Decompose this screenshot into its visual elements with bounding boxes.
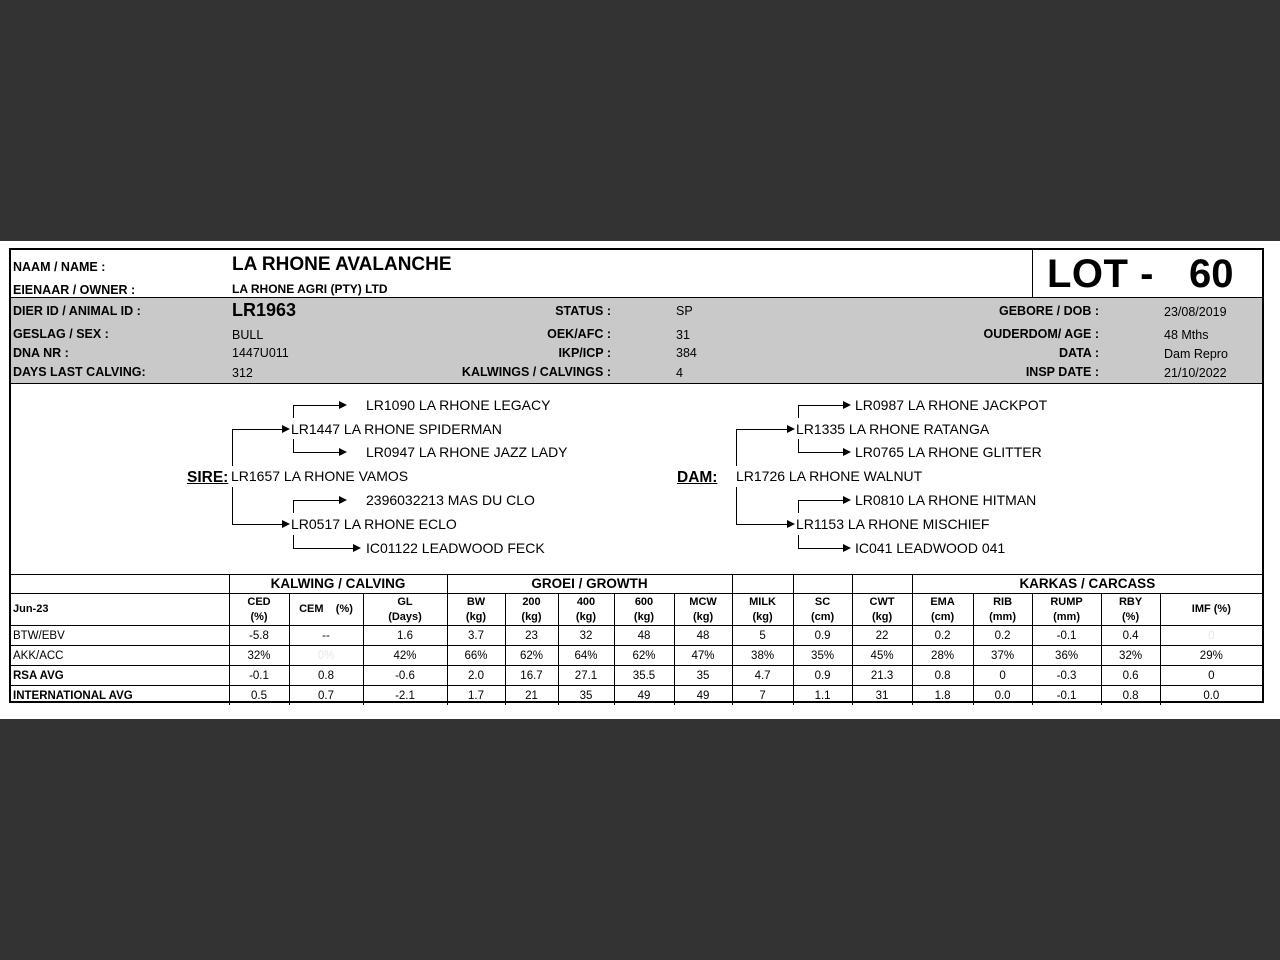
animal-id-label: DIER ID / ANIMAL ID : xyxy=(13,304,141,318)
row-label: RSA AVG xyxy=(11,666,229,686)
dob-label: GEBORE / DOB : xyxy=(998,304,1099,318)
owner-label: EIENAAR / OWNER : xyxy=(13,283,136,297)
ds-connector-up-h xyxy=(798,405,844,406)
ds-connector-down-h xyxy=(798,452,844,453)
lot-card xyxy=(9,248,1264,703)
sire-dam-dam: IC01122 LEADWOOD FECK xyxy=(366,540,545,556)
col-label: RIB xyxy=(993,595,1013,608)
group-empty xyxy=(11,575,229,594)
arrow-icon xyxy=(339,496,347,504)
table-cell: 32% xyxy=(229,646,289,666)
sire-dam: LR0517 LA RHONE ECLO xyxy=(291,516,457,532)
table-cell: 0.6 xyxy=(1101,666,1160,686)
dam-connector-down xyxy=(736,487,737,524)
col-label: CEM (%) xyxy=(299,603,353,615)
table-cell: -0.3 xyxy=(1032,666,1101,686)
table-cell: 0.7 xyxy=(289,686,363,706)
col-label: MCW xyxy=(689,595,717,608)
arrow-icon xyxy=(843,496,851,504)
table-cell: 0.2 xyxy=(912,626,973,646)
dam: LR1726 LA RHONE WALNUT xyxy=(736,468,923,484)
table-cell: 0.9 xyxy=(793,626,852,646)
table-cell: 5 xyxy=(732,626,793,646)
col-unit: (kg) xyxy=(633,610,655,623)
table-cell: 0.5 xyxy=(229,686,289,706)
table-cell: 35 xyxy=(674,666,732,686)
table-row xyxy=(11,646,1262,666)
table-cell: 47% xyxy=(674,646,732,666)
table-body xyxy=(11,626,1262,706)
table-cell: 32 xyxy=(558,626,614,646)
arrow-icon xyxy=(843,448,851,456)
table-cell: 1.1 xyxy=(793,686,852,706)
table-cell: 0% xyxy=(289,646,363,666)
col-unit: (kg) xyxy=(465,610,487,623)
ds-connector-down xyxy=(798,439,799,452)
col-label: SC xyxy=(814,595,831,608)
dam-sire: LR1335 LA RHONE RATANGA xyxy=(796,421,990,437)
table-cell: 32% xyxy=(1101,646,1160,666)
sire-connector-down-h xyxy=(232,524,285,525)
card-header xyxy=(11,250,1262,298)
table-cell: 29% xyxy=(1160,646,1262,666)
col-600 xyxy=(614,594,674,626)
status-value: SP xyxy=(676,304,693,318)
col-unit: (%) xyxy=(1122,610,1140,623)
ss-connector-down-h xyxy=(293,452,341,453)
document-sheet xyxy=(0,241,1280,719)
sire-sire: LR1447 LA RHONE SPIDERMAN xyxy=(291,421,502,437)
table-row xyxy=(11,666,1262,686)
table-cell: 7 xyxy=(732,686,793,706)
col-ema xyxy=(912,594,973,626)
col-bw xyxy=(447,594,505,626)
sire-sire-sire: LR1090 LA RHONE LEGACY xyxy=(366,397,551,413)
table-cell: 23 xyxy=(505,626,558,646)
row-label: AKK/ACC xyxy=(11,646,229,666)
dam-connector-up xyxy=(736,429,737,466)
calvings-label: KALWINGS / CALVINGS : xyxy=(461,365,611,379)
performance-table xyxy=(11,574,1262,705)
col-label: BW xyxy=(466,595,486,608)
arrow-icon xyxy=(787,520,795,528)
data-value: Dam Repro xyxy=(1164,347,1228,361)
col-label: RBY xyxy=(1118,595,1143,608)
table-cell: 37% xyxy=(973,646,1032,666)
calvings-value: 4 xyxy=(676,366,683,380)
col-milk xyxy=(732,594,793,626)
table-cell: 0 xyxy=(1160,666,1262,686)
col-sc xyxy=(793,594,852,626)
col-label: 200 xyxy=(522,595,541,608)
dna-value: 1447U011 xyxy=(232,346,289,360)
table-cell: 49 xyxy=(614,686,674,706)
sex-value: BULL xyxy=(232,328,264,342)
table-cell: 45% xyxy=(852,646,912,666)
table-cell: 48 xyxy=(674,626,732,646)
table-cell: 42% xyxy=(363,646,447,666)
col-label: EMA xyxy=(930,595,955,608)
table-row xyxy=(11,626,1262,646)
column-header-row xyxy=(11,594,1262,626)
table-cell: -5.8 xyxy=(229,626,289,646)
ss-connector-down xyxy=(293,439,294,452)
table-cell: 2.0 xyxy=(447,666,505,686)
group-cwt-blank xyxy=(852,575,912,594)
table-cell: 0.8 xyxy=(912,666,973,686)
arrow-icon xyxy=(843,544,851,552)
table-cell: 38% xyxy=(732,646,793,666)
table-cell: 21 xyxy=(505,686,558,706)
col-rib xyxy=(973,594,1032,626)
sire: LR1657 LA RHONE VAMOS xyxy=(231,468,409,484)
group-header-row xyxy=(11,575,1262,594)
table-cell: 0.2 xyxy=(973,626,1032,646)
table-cell: 1.6 xyxy=(363,626,447,646)
table-cell: 66% xyxy=(447,646,505,666)
table-cell: 1.7 xyxy=(447,686,505,706)
col-cem xyxy=(289,594,363,626)
dam-sire-dam: LR0765 LA RHONE GLITTER xyxy=(855,444,1042,460)
dam-dam-dam: IC041 LEADWOOD 041 xyxy=(855,540,1006,556)
col-unit: (Days) xyxy=(388,610,422,623)
ds-connector-up xyxy=(798,405,799,418)
afc-label: OEK/AFC : xyxy=(547,327,611,341)
col-unit: (kg) xyxy=(692,610,714,623)
lot-label: LOT - xyxy=(1047,252,1154,296)
age-value: 48 Mths xyxy=(1164,328,1209,342)
table-cell: 62% xyxy=(614,646,674,666)
table-cell: 35.5 xyxy=(614,666,674,686)
col-label: GL xyxy=(397,595,413,608)
table-cell: 3.7 xyxy=(447,626,505,646)
insp-date-label: INSP DATE : xyxy=(1025,365,1099,379)
table-cell: 28% xyxy=(912,646,973,666)
col-label: IMF (%) xyxy=(1191,603,1231,615)
table-cell: 0.8 xyxy=(1101,686,1160,706)
sd-connector-up-h xyxy=(293,500,341,501)
days-last-calving-label: DAYS LAST CALVING: xyxy=(13,365,146,379)
lot-box xyxy=(1032,250,1263,297)
table-cell: 22 xyxy=(852,626,912,646)
table-cell: 31 xyxy=(852,686,912,706)
col-unit: (cm) xyxy=(930,610,955,623)
table-cell: 0.0 xyxy=(1160,686,1262,706)
age-label: OUDERDOM/ AGE : xyxy=(983,327,1099,341)
col-label: CED xyxy=(247,595,271,608)
ss-connector-up-h xyxy=(293,405,341,406)
arrow-icon xyxy=(787,425,795,433)
col-ced xyxy=(229,594,289,626)
row-label: INTERNATIONAL AVG xyxy=(11,686,229,706)
pedigree xyxy=(11,384,1262,575)
col-unit: (cm) xyxy=(810,610,835,623)
insp-date-value: 21/10/2022 xyxy=(1164,366,1227,380)
afc-value: 31 xyxy=(676,328,690,342)
dna-label: DNA NR : xyxy=(13,346,69,360)
table-row xyxy=(11,686,1262,706)
dd-connector-down-h xyxy=(798,548,844,549)
table-cell: 16.7 xyxy=(505,666,558,686)
col-unit: (kg) xyxy=(521,610,542,623)
sire-connector-up-h xyxy=(232,429,285,430)
col-label: 600 xyxy=(634,595,654,608)
table-cell: 0 xyxy=(973,666,1032,686)
arrow-icon xyxy=(282,520,290,528)
lot-number: 60 xyxy=(1189,252,1234,296)
col-unit: (mm) xyxy=(1053,610,1080,623)
col-label: MILK xyxy=(749,595,776,608)
table-cell: 27.1 xyxy=(558,666,614,686)
dd-connector-up xyxy=(798,500,799,513)
row-label: BTW/EBV xyxy=(11,626,229,646)
dam-dam: LR1153 LA RHONE MISCHIEF xyxy=(796,516,990,532)
col-cwt xyxy=(852,594,912,626)
arrow-icon xyxy=(339,401,347,409)
dam-sire-sire: LR0987 LA RHONE JACKPOT xyxy=(855,397,1048,413)
col-imf xyxy=(1160,594,1262,626)
dam-connector-up-h xyxy=(736,429,789,430)
owner-name: LA RHONE AGRI (PTY) LTD xyxy=(232,282,388,296)
dd-connector-down xyxy=(798,535,799,548)
table-cell: 0.4 xyxy=(1101,626,1160,646)
col-unit: (kg) xyxy=(575,610,597,623)
col-mcw xyxy=(674,594,732,626)
animal-id: LR1963 xyxy=(232,300,297,320)
group-carcass: KARKAS / CARCASS xyxy=(912,575,1262,594)
ss-connector-up xyxy=(293,405,294,418)
arrow-icon xyxy=(339,448,347,456)
dam-label: DAM: xyxy=(677,469,718,486)
col-unit: (%) xyxy=(250,610,268,623)
table-cell: 21.3 xyxy=(852,666,912,686)
col-unit: (mm) xyxy=(989,610,1016,623)
table-cell: -- xyxy=(289,626,363,646)
table-cell: 0 xyxy=(1160,626,1262,646)
sire-label: SIRE: xyxy=(187,469,229,486)
dam-dam-sire: LR0810 LA RHONE HITMAN xyxy=(855,492,1037,508)
col-label: CWT xyxy=(869,595,895,608)
table-cell: 64% xyxy=(558,646,614,666)
data-label: DATA : xyxy=(1058,346,1099,360)
col-gl xyxy=(363,594,447,626)
dd-connector-up-h xyxy=(798,500,844,501)
icp-value: 384 xyxy=(676,346,697,360)
sd-connector-up xyxy=(293,500,294,513)
arrow-icon xyxy=(843,401,851,409)
col-200 xyxy=(505,594,558,626)
table-cell: -0.1 xyxy=(1032,686,1101,706)
days-last-calving-value: 312 xyxy=(232,366,253,380)
table-cell: 0.9 xyxy=(793,666,852,686)
table-cell: -0.6 xyxy=(363,666,447,686)
table-cell: 36% xyxy=(1032,646,1101,666)
col-rby xyxy=(1101,594,1160,626)
group-calving: KALWING / CALVING xyxy=(229,575,447,594)
name-label: NAAM / NAME : xyxy=(13,260,106,274)
animal-info xyxy=(11,298,1262,384)
table-cell: 48 xyxy=(614,626,674,646)
col-400 xyxy=(558,594,614,626)
group-sc-blank xyxy=(793,575,852,594)
arrow-icon xyxy=(353,544,361,552)
table-cell: 35 xyxy=(558,686,614,706)
table-cell: 1.8 xyxy=(912,686,973,706)
table-cell: 0.8 xyxy=(289,666,363,686)
col-label: 400 xyxy=(576,595,596,608)
col-unit: (kg) xyxy=(871,610,893,623)
arrow-icon xyxy=(282,425,290,433)
sire-connector-down xyxy=(232,487,233,524)
table-cell: 35% xyxy=(793,646,852,666)
sire-dam-sire: 2396032213 MAS DU CLO xyxy=(366,492,535,508)
sd-connector-down xyxy=(293,535,294,548)
icp-label: IKP/ICP : xyxy=(558,346,611,360)
table-cell: 49 xyxy=(674,686,732,706)
status-label: STATUS : xyxy=(555,304,611,318)
sex-label: GESLAG / SEX : xyxy=(13,327,109,341)
group-milk-blank xyxy=(732,575,793,594)
table-cell: 0.0 xyxy=(973,686,1032,706)
col-rump xyxy=(1032,594,1101,626)
table-cell: 4.7 xyxy=(732,666,793,686)
animal-name: LA RHONE AVALANCHE xyxy=(232,254,452,275)
col-unit: (kg) xyxy=(752,610,773,623)
group-growth: GROEI / GROWTH xyxy=(447,575,732,594)
sire-connector-up xyxy=(232,429,233,466)
table-cell: -0.1 xyxy=(1032,626,1101,646)
col-label: RUMP xyxy=(1050,595,1083,608)
dob-value: 23/08/2019 xyxy=(1164,305,1227,319)
table-cell: -2.1 xyxy=(363,686,447,706)
sire-sire-dam: LR0947 LA RHONE JAZZ LADY xyxy=(366,444,568,460)
table-cell: 62% xyxy=(505,646,558,666)
table-cell: -0.1 xyxy=(229,666,289,686)
sd-connector-down-h xyxy=(293,548,355,549)
dam-connector-down-h xyxy=(736,524,789,525)
table-date: Jun-23 xyxy=(11,594,229,626)
